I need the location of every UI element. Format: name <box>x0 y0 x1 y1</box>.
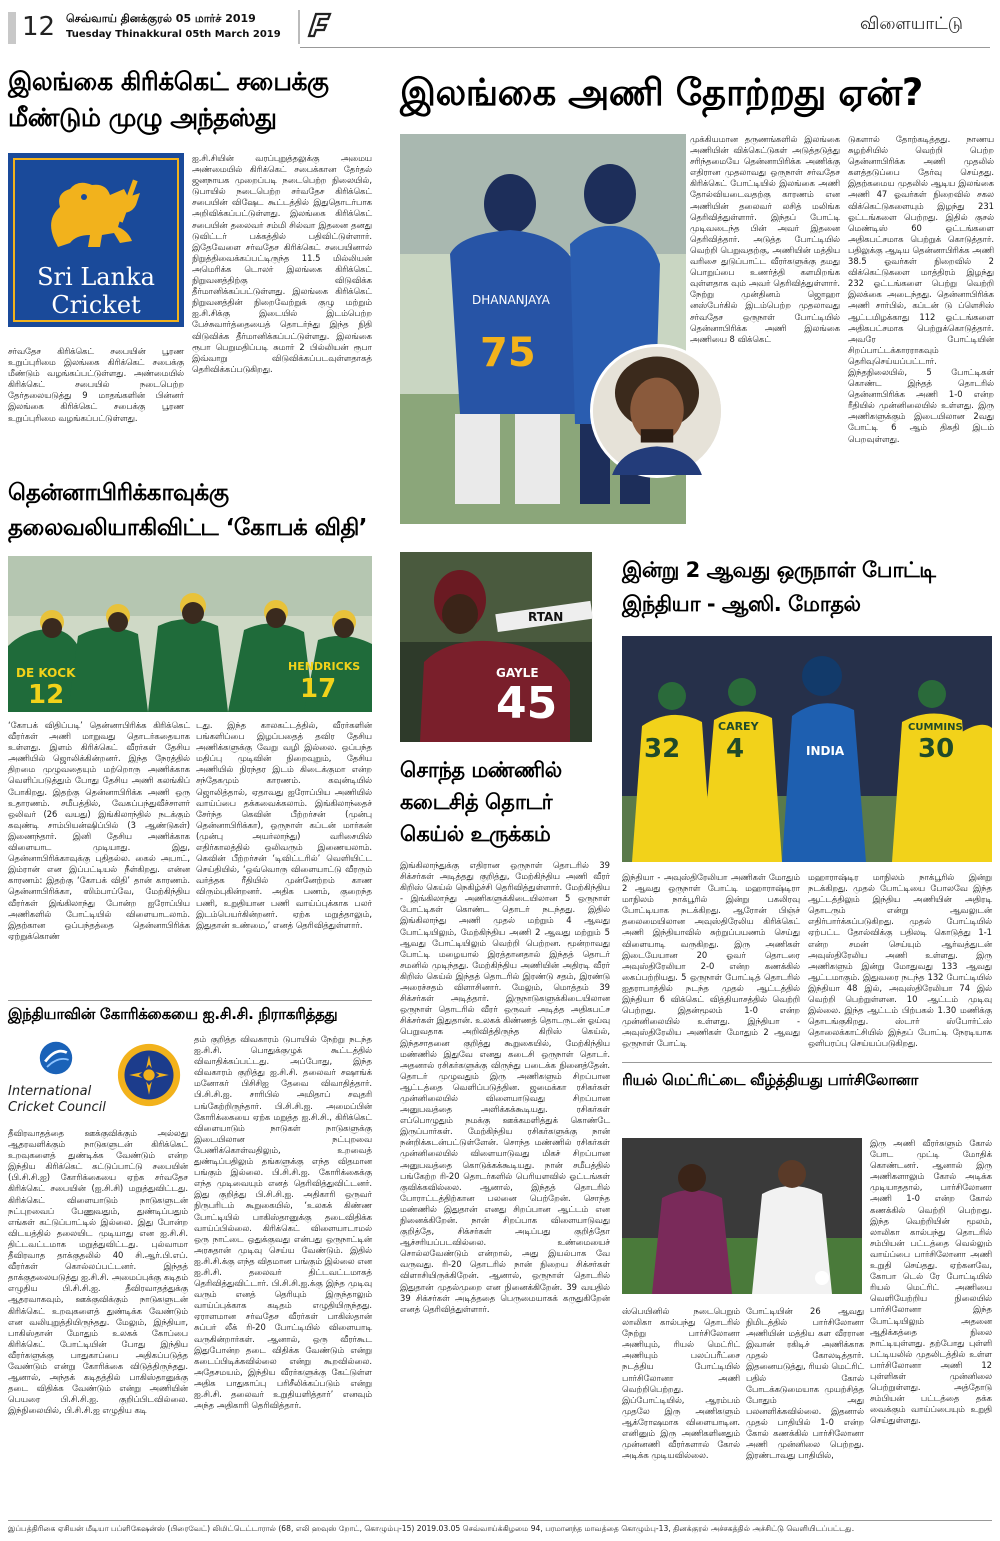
header-gray-bar <box>8 12 16 44</box>
story6-top-rule <box>622 1062 992 1063</box>
story4-headline-line2: கடைசித் தொடர் <box>400 790 553 814</box>
gayle-jersey-name: GAYLE <box>496 666 539 680</box>
gayle-bat-text: RTAN <box>528 610 564 624</box>
story2-col1: ‘கோபக் விதிப்படி’ தென்னாபிரிக்க கிரிக்கெட் வீரர்கள் அணி மாறுவது தொடர்கதையாக உள்ளது. இளம் கிரிக்கெட் வீரர்கள் தேசிய அணியில் ஜொலிக்கின்றனர். இந்த நேரத்தில் திறமை முழுவதையும் மற்றொரு அணிக்காக வெளிப்படுத்தும் போது தேசிய அணி கலங்கிப் போகிறது. இதற்கு தென்னாபிரிக்க அணி ஒரு உதாரணம். சமீபத்தில், வேகப்பந்துவீச்சாளர் ஒலிவர் (26 வயது) இங்கிலாந்தில் நடக்கும் கவுண்டி சாம்பியன்ஷிப்பில் (3 ஆண்டுகள்) இணைந்தார். இனி தேசிய அணிக்காக விளையாட முடியாது. இது, தென்னாபிரிக்காவுக்கு புதிதல்ல. கைல் அபாட், இம்ரான் என இப்பட்டியல் நீள்கிறது. என்ன காரணம்: இதற்கு ‘கோபக் விதி’ தான் காரணம். தென்னாபிரிக்கா, ஸிம்பாப்வே, மேற்கிந்திய வீரர்கள் இங்கிலாந்து போன்ற ஐரோப்பிய அணிகளில் போட்டியில் விளையாடலாம். இதற்கான ஒப்பந்தத்தை தென்னாபிரிக்க ஏற்றுக்கொண் <box>8 720 190 941</box>
logo-text-line2: Cricket <box>51 291 141 319</box>
icc-logo <box>8 1040 108 1120</box>
barca-real-photo <box>622 1138 862 1294</box>
jersey-name-dekock: DE KOCK <box>16 666 76 680</box>
story6-headline: ரியல் மெட்ரிட்டை வீழ்த்தியது பார்சிலோனா <box>622 1071 918 1089</box>
jersey-name-cummins: CUMMINS <box>908 722 963 733</box>
story3-col2: தம் குறித்த விவகாரம் டுபாயில் நேற்று நடந்த ஐ.சி.சி. பொதுக்குழுக் கூட்டத்தில் விவாதிக்கப்பட்டது. அப்போது, இந்த விவகாரம் குறித்து ஐ.சி.சி. தலைவர் சஷாங்க் மனோகர் பிசிசிஐ தேவை விவாதித்தார். பி.சி.சி.ஐ. சாரிபில் அமிதாப் சவுதரி பங்கேற்றிருந்தார். பி.சி.சி.ஐ. அமைப்பின் கோரிக்கையை ஏற்க மறுத்த ஐ.சி.சி., கிரிக்கெட் விளையாடும் நாடுகள் நாடுகளுக்கு இடையிலான நட்புறவை பேணிக்கொள்வதிலும், உறவைத் துண்டிப்பதிலும் தங்களுக்கு எந்த விதமான பங்கும் இல்லை. பி.சி.சி.ஐ. கோரிக்கைக்கு எந்த முடிவையும் எனத் தெரிவித்துவிட்டனர். இது குறித்து பி.சி.சி.ஐ. அதிகாரி ஒருவர் நிருபரிடம் கூறுகையில், ‘உலகக் கிண்ண போட்டியில் பாகிஸ்தானுக்கு தடைவிதிக்க வாய்ப்பில்லை. கிரிக்கெட் விளையாடாமல் ஒரு நாட்டை ஒதுக்குவது என்பது ஒருநாட்டின் அரசுதான் முடிவு செய்ய வேண்டும். இதில் ஐ.சி.சி.க்கு எந்த விதமான பங்கும் இல்லை என ஐ.சி.சி. தலைவர் திட்டவட்டமாகத் தெரிவித்துவிட்டார். பி.சி.சி.ஐ.க்கு இந்த முடிவு வரும் எனத் தெரியும் இருந்தாலும் வாய்ப்புக்காக கடிதம் எழுதியிருந்தது. ஏராளமான சர்வதேச வீரர்கள் பாகிஸ்தான் சுப்பர் லீக் ரி-20 போட்டியில் விளையாடி வருகின்றார்கள். ஆனால், ஒரு வீரர்கூட இதுபோன்ற தடை விதிக்க வேண்டும் என்று கடைப்பிடிக்கவில்லை என்று கூறவில்லை. அதேசமயம், இந்திய வீரர்களுக்கு கேட்டுள்ள அதிக பாதுகாப்பு பரிசீலிக்கப்படும் என்று ஐ.சி.சி. தலைவர் உறுதியளித்தார்’ எனவும் அந்த அதிகாரி தெரிவித்தார். <box>194 1034 372 1411</box>
malinga-portrait <box>590 344 724 478</box>
story2-col2: டது. இந்த காலகட்டத்தில், வீரர்களின் பங்களிப்பை இழப்பதைத் தவிர தேசிய அணிக்களுக்கு வேறு வழி இல்லை. ஒப்பந்த மதிப்பு முடிவின் நிறைவுறும், தேசிய அணியில் நிரந்தர இடம் கிடைக்குமா என்ற சந்தேகமும் காரணம். கவுன்டியில் ஜொலித்தால், ஏதாவது ஐரோப்பிய அணியில் வாய்ப்பை தக்கவைக்கலாம். இங்கிலாந்தைச் சேர்ந்த கெவின் பீற்றர்சன் (முன்பு தென்னாபிரிக்கா), ஒருநாள் கப்டன் மார்கன் (முன்பு அயர்லாந்து) வரிசையில் எதிர்காலத்தில் ஒலிவரும் இணையலாம். கெவின் பீற்றர்சன் ‘டிவிட்டரில்’ வெளியிட்ட செய்தியில், ‘ஒவ்வொரு விளையாட்டு வீரரும் வர்த்தக ரீதியில் முன்னேற்றம் காண விரும்புகின்றனர். அதிக பணம், குறைந்த பணி, உறுதியான பணி வாய்ப்புக்காக பலர் இடம்பெயர்கின்றனர். ஏற்க மறுத்தாலும், இதுதான் உண்மை,’ எனத் தெரிவித்துள்ளார். <box>196 720 372 930</box>
jersey-number-4: 4 <box>726 734 745 764</box>
story5-headline-line1: இன்று 2 ஆவது ஒருநாள் போட்டி <box>622 558 936 582</box>
footer-rule <box>8 1520 992 1521</box>
icc-text-line2: Cricket Council <box>8 1100 106 1115</box>
main-col2: டுகளால் தோற்கடித்தது. நாணய சுழற்சியில் வெற்றி பெற்ற தென்னாபிரிக்க அணி முதலில் களத்தடுப்பை தேர்வு செய்தது. இதற்கமைய முதலில் ஆடிய இலங்கை அணி 47 ஓவர்கள் நிறைவில் சகல விக்கெட்டுகளையும் இழந்து 231 ஓட்டங்களை பெற்றது. இதில் குசல் மெண்டிஸ் 60 ஓட்டங்களை அதிகபட்சமாக பெற்றுக் கொடுத்தார். பதிலுக்கு ஆடிய தென்னாபிரிக்க அணி 38.5 ஓவர்கள் நிறைவில் 2 விக்கெட்டுகளை மாத்திரம் இழந்து 232 ஓட்டங்களை பெற்று வெற்றி இலக்கை அடைந்தது. தென்னாபிரிக்க அணி சார்பில், கப்டன் டு ப்ளெசிஸ் ஆட்டமிழக்காது 112 ஓட்டங்களை அதிகபட்சமாக பெற்றுக்கொடுத்தார். அவரே போட்டியின் சிறப்பாட்டக்காரராகவும் தெரிவுசெய்யப்பட்டார். இந்தநிலையில், 5 போட்டிகள் கொண்ட இந்தத் தொடரில் தென்னாபிரிக்க அணி 1-0 என்ற ரீதியில் முன்னிலையில் உள்ளது. இரு அணிகளுக்கும் இடையிலான 2வது போட்டி 6 ஆம் திகதி இடம் பெறவுள்ளது. <box>848 134 994 444</box>
icc-text-line1: International <box>8 1084 92 1099</box>
thinakkural-logo-icon <box>306 10 332 40</box>
story5-headline-line2: இந்தியா - ஆஸி. மோதல் <box>622 592 861 616</box>
jersey-name-hendricks: HENDRICKS <box>288 660 361 673</box>
story5-col1: இந்தியா - அவுஸ்திரேலியா அணிகள் மோதும் 2 ஆவது ஒருநாள் போட்டி மஹாராஷ்டிரா மாநிலம் நாக்பூரில் இன்று பகலிரவு போட்டியாக நடக்கிறது. ஆரோன் பிஞ்ச் தலைமையிலான அவுஸ்திரேலிய கிரிக்கெட் அணி இந்தியாவில் சுற்றுப்பயணம் செய்து விளையாடி வருகிறது. இரு அணிகள் இடையேயான 20 ஓவர் தொடரை அவுஸ்திரேலியா 2-0 என்ற கணக்கில் கைப்பற்றியது. 5 ஒருநாள் போட்டித் தொடரில் ஐதராபாத்தில் நடந்த முதல் ஆட்டத்தில் இந்தியா 6 விக்கெட் வித்தியாசத்தில் வெற்றி பெற்றது. இதன்மூலம் 1-0 என்ற முன்னிலையில் உள்ளது. இந்தியா - அவுஸ்திரேலிய அணிகள் மோதும் 2 ஆவது ஒருநாள் போட்டி <box>622 872 800 1049</box>
bcci-emblem-icon <box>116 1042 182 1108</box>
ind-aus-photo <box>622 636 992 862</box>
story4-body: இங்கிலாந்துக்கு எதிரான ஒருநாள் தொடரில் 39 சிக்சர்கள் அடித்தது குறித்து, மேற்கிந்திய அணி வீரர் கிறிஸ் கெய்ல் நெகிழ்ச்சி தெரிவித்துள்ளார். மேற்கிந்திய - இங்கிலாந்து அணிகளுக்கிடையிலான 5 ஒருநாள் போட்டிகள் கொண்ட தொடர் நடந்தது. இதில் இங்கிலாந்து அணி முதல் மற்றும் 4 ஆவது போட்டியிலும், மேற்கிந்திய அணி 2 ஆவது மற்றும் 5 ஆவது போட்டியிலும் வெற்றி பெற்றன. மூன்றாவது போட்டி மழையால் இரத்தானதால் இந்தத் தொடர் சமனில் முடிந்தது. மேற்கிந்திய அணியின் அதிரடி வீரர் கிறிஸ் கெய்ல் இந்தத் தொடரில் இரண்டு சதம், இரண்டு அரைச்சதம் விளாசினார். மேலும், மொத்தம் 39 சிக்சர்கள் அடித்தார். இருநாடுகளுக்கிடையிலான ஒருநாள் தொடரில் வீரர் ஒருவர் அடித்த அதிகபட்ச சிக்சர்கள் இதுதான். உலகக் கிண்ணத் தொடருடன் ஓய்வு பெறுவதாக அறிவித்திருந்த கிறிஸ் கெய்ல், இந்தசாதனை குறித்து கூறுகையில், மேற்கிந்திய மண்ணில் இதுவே எனது கடைசி ஒருநாள் தொடர். அதனால் ரசிகர்களுக்கு விருந்து படைக்க நினைத்தேன். தொடர் முழுவதும் இரு அணிகளும் சிறப்பான ஆட்டத்தை வெளிப்படுத்தின. ஜமைக்கா ரசிகர்கள் முன்னிலையில் விளையாடுவது சிறப்பான அனுபவத்தை அளிக்கக்கூடியது. ரசிகர்கள் எப்பொழுதும் நமக்கு ஊக்கமளித்துக் கொண்டே இருப்பார்கள். மேற்கிந்திய ரசிகர்களுக்கு நான் நன்றிக்கடன்பட்டுள்ளேன். சொந்த மண்ணில் ரசிகர்கள் முன்னிலையில் விளையாடுவது மிகச் சிறப்பான அனுபவத்தை கொடுக்கக்கூடியது. நான் சமீபத்தில் பங்கேற்ற ரி-20 தொடர்களில் பெரியளவில் ஓட்டங்கள் குவிக்கவில்லை. ஆனால், இந்தத் தொடரில் போராட்டத்திற்கான பலனை பெற்றேன். சொந்த மண்ணில் இதுதான் எனது சிறப்பான ஆட்டம் என நினைக்கிறேன். நான் சிறப்பாக விளையாடுவது குறித்தே, சிக்சர்கள் அடிப்பது குறித்தோ ஆச்சரியப்படவில்லை. உண்மையைச் சொல்லவேண்டும் என்றால், அது இயல்பாக வே வருவது. ரி-20 தொடரில் நான் நிறைய சிக்சர்கள் விளாசியிருக்கிறேன். ஆனால், ஒருநாள் தொடரில் இதுதான் முதல்முறை என நினைக்கிறேன். 39 வயதில் 39 சிக்சர்கள் அடித்ததை பெருமையாகக் கருதுகிறேன் எனத் தெரிவித்துள்ளார். <box>400 860 610 1314</box>
story4-headline-line1: சொந்த மண்ணில் <box>400 758 562 782</box>
jersey-number-30: 30 <box>918 734 955 764</box>
story3-top-rule <box>8 1000 372 1001</box>
footer-imprint: இப்பத்திரிகை ஏசியன் மீடியா பப்ளிகேஷன்ஸ் (பிரைவேட்) லிமிட்டெட்டாரால் (68, எலி ஹவுஸ் றோட், கொழும்பு-15) 2019.03.05 செவ்வாய்க்கிழமை 94, பரமானந்த மாவத்தை கொழும்பு-13, தினக்குரல் அச்சகத்தில் அச்சிட்டு வெளியிடப்பட்டது. <box>8 1524 855 1533</box>
story1-col1: சர்வதேச கிரிக்கெட் சபையின் பூரண உறுப்புரிமை இலங்கை கிரிக்கெட் சபைக்கு மீண்டும் வழங்கப்பட்டுள்ளது. அண்மையில் கிரிக்கெட் சபையில் நடைபெற்ற தேர்தலையடுத்து 9 மாதங்களின் பின்னர் இலங்கை கிரிக்கெட் சபைக்கு பூரண உறுப்புரிமை வழங்கப்பட்டுள்ளது. <box>8 346 184 423</box>
main-headline: இலங்கை அணி தோற்றது ஏன்? <box>400 71 923 114</box>
header-separator <box>298 10 300 44</box>
sri-lanka-cricket-logo <box>8 153 184 327</box>
page-header <box>0 0 1000 50</box>
jersey-name-carey: CAREY <box>718 720 759 733</box>
section-label: விளையாட்டு <box>860 14 963 34</box>
story4-headline-line3: கெய்ல் உருக்கம் <box>400 822 551 846</box>
gayle-photo <box>400 552 592 742</box>
main-col1-wrap <box>738 344 840 514</box>
sa-team-photo <box>8 556 372 712</box>
header-rule <box>300 47 990 48</box>
story1-headline-line1: இலங்கை கிரிக்கெட் சபைக்கு <box>8 67 329 96</box>
jersey-number-17: 17 <box>300 674 337 704</box>
header-date-tamil: செவ்வாய் தினக்குரல் 05 மார்ச் 2019 <box>66 12 256 25</box>
story5-col2: மஹாராஷ்டிர மாநிலம் நாக்பூரில் இன்று நடக்கிறது. முதல் போட்டியை போலவே இந்த ஆட்டத்திலும் இந்திய அணியின் அதிரடி தொடரும் என்று ஆவலுடன் எதிர்பார்க்கப்படுகிறது. முதல் போட்டியில் ஏற்பட்ட தோல்விக்கு பதிலடி கொடுத்து 1-1 என்ற சமன் செய்யும் ஆர்வத்துடன் அவுஸ்திரேலிய அணி உள்ளது. இரு அணிகளும் இன்று மோதுவது 133 ஆவது ஆட்டமாகும். இதுவரை நடந்த 132 போட்டியில் இந்தியா 48 இல், அவுஸ்திரேலியா 74 இல் வெற்றி பெற்றுள்ளன. 10 ஆட்டம் முடிவு இல்லை. இந்த ஆட்டம் பிற்பகல் 1.30 மணிக்கு தொடங்குகிறது. ஸ்டார் ஸ்போர்ட்ஸ் தொலைக்காட்சியில் இந்தப் போட்டி நேரடியாக ஒளிபரப்பு செய்யப்படுகிறது. <box>808 872 992 1049</box>
lion-icon <box>36 169 156 259</box>
story1-col2: ஐ.சி.சியின் வரப்புறுத்தலுக்கு அமைய அண்மையில் கிரிக்கெட் சபைக்கான தேர்தல் ஜனநாயக முறைப்படி நடைபெற்ற நிலையில், டுபாயில் நடைபெற்ற சர்வதேச கிரிக்கெட் சபையின் விஷேட கூட்டத்தில் இதுதொடர்பாக அறிவிக்கப்பட்டுள்ளது. இலங்கை கிரிக்கெட் சபையின் தலைவர் சம்மி சில்வா இதனை தனது டுவிட்டர் பக்கத்தில் பதிவிட்டுள்ளார். இதேவேளை சர்வதேச கிரிக்கெட் சபையினால் நிறுத்திவைக்கப்பட்டிருந்த 11.5 மில்லியன் அமெரிக்க டொலர் இலங்கை கிரிக்கெட் நிறுவனத்திற்கு விடுவிக்க தீர்மானிக்கப்பட்டுள்ளது. இலங்கை கிரிக்கெட் நிறுவனத்தின் நிறைவேற்றுக் குழு மற்றும் ஐ.சி.சிக்கு இடையில் இடம்பெற்ற பேச்சுவார்த்தையைத் தொடர்ந்து இந்த நிதி விடுவிக்க தீர்மானிக்கப்பட்டுள்ளது. இலங்கை ரூபா பெறுமதிப்படி சுமார் 2 பில்லியன் ரூபா இவ்வாறு விடுவிக்கப்படவுள்ளதாகத் தெரிவிக்கப்படுகிறது. <box>192 153 372 374</box>
gayle-jersey-number: 45 <box>496 678 558 729</box>
story3-col1: தீவிரவாதத்தை ஊக்குவிக்கும் அல்லது ஆதரவளிக்கும் நாடுகளுடன் கிரிக்கெட் உறவுகளைத் துண்டிக்க வேண்டும் என்ற இந்திய கிரிக்கெட் கட்டுப்பாட்டு சபையின் (பி.சி.சி.ஐ) கோரிக்கையை ஏற்க சர்வதேச கிரிக்கெட் சபையின் (ஐ.சி.சி) மறுத்துவிட்டது. கிரிக்கெட் விளையாடும் நாடுகளுடன் நட்புறவைப் பேணுவதும், துண்டிப்பதும் எங்கள் கட்டுப்பாட்டில் இல்லை. இது போன்ற விடயத்தில் தலையிட முடியாது என ஐ.சி.சி. திட்டவட்டமாக மறுத்துவிட்டது. புல்வாமா தீவிரவாத தாக்குதலில் 40 சி.ஆர்.பி.எப். வீரர்கள் கொல்லப்பட்டனர். இந்தத் தாக்குதலையடுத்து ஐ.சி.சி. அமைப்புக்கு கடிதம் எழுதிய பி.சி.சி.ஐ. தீவிரவாதத்துக்கு ஆதரவாகவும், ஊக்குவிக்கும் நாடுகளுடன் கிரிக்கெட் உறவுகளைத் துண்டிக்க வேண்டும் என வலியுறுத்தியிருந்தது. மேலும், இந்தியா, பாகிஸ்தான் மோதும் உலகக் கோப்பை கிரிக்கெட் போட்டியின் போது இந்திய வீரர்களுக்கு பாதுகாப்பை அதிகப்படுத்த வேண்டும் என்று கோரிக்கை விடுத்திருந்தது. ஆனால், அந்தக் கடிதத்தில் பாகிஸ்தானுக்கு தடை விதிக்க வேண்டும் என்று அணியின் பெயரை பி.சி.சி.ஐ. குறிப்பிடவில்லை. இந்நிலையில், பி.சி.சி.ஐ எழுதிய கடி <box>8 1128 188 1416</box>
icc-globe-icon <box>38 1040 74 1076</box>
svg-text:75: 75 <box>480 330 536 376</box>
svg-text:DHANANJAYA: DHANANJAYA <box>472 293 550 307</box>
story6-side: இரு அணி வீரர்களும் கோல் போட முட்டி மோதிக் கொண்டனர். ஆனால் இரு அணிகளாலும் கோல் அடிக்க முடியாததால், பார்சிலோனா அணி 1-0 என்ற கோல் கணக்கில் வெற்றி பெற்றது. இந்த வெற்றியின் மூலம், லாலிகா கால்பந்து தொடரில் சம்பியன் பட்டத்தை வெல்லும் வாய்ப்பை பார்சிலோனா அணி உறுதி செய்தது. ஏற்கனவே, கோபா டெல் ரே போட்டியில் ரியல் மெட்ரிட் அணியை வெளியேற்றிய நிலையில் பார்சிலோனா இந்த போட்டியிலும் அதனை ஆதிக்கத்தை நிலை நாட்டியுள்ளது. தற்போது புள்ளி பட்டியலில் முதலிடத்தில் உள்ள பார்சிலோனா அணி 12 புள்ளிகள் முன்னிலை பெற்றுள்ளது. அத்தோடு சம்பியன் பட்டத்தை தக்க வைக்கும் வாய்ப்பையும் உறுதி செய்துள்ளது. <box>870 1138 992 1426</box>
story6-col2: போட்டியின் 26 ஆவது நிமிடத்தில் பார்சிலோனா அணியின் மத்திய கள வீரரான இவான் ரகிடிச் அணிக்காக முதல் கோலடித்தார். இதனையடுத்து, ரியல் மெட்ரிட் பதில் கோல் போடக்கடுமையாக முயற்சித்த போதும் அது பலனளிக்கவில்லை. இதனால் முதல் பாதியில் 1-0 என்ற கோல் கணக்கில் பார்சிலோனா அணி முன்னிலை பெற்றது. இரண்டாவது பாதியில், <box>746 1306 864 1461</box>
story1-headline-line2: மீண்டும் முழு அந்தஸ்து <box>8 103 277 132</box>
main-col1: முக்கியமான தருணங்களில் இலங்கை அணியின் விக்கெட்டுகள் அடுத்தடுத்து சரிந்தமையே தென்னாபிரிக்க அணிக்கு எதிரான முதலாவது ஒருநாள் சர்வதேச கிரிக்கெட் போட்டியில் இலங்கை அணி தோல்வியடைவதற்கு காரணம் என அணியின் தலைவர் லசித் மலிங்க தெரிவித்துள்ளார். இந்தப் போட்டி முடிவடைந்த பின் அவர் இதனை தெரிவித்தார். அடுத்த போட்டியில் வெற்றி பெறுவதற்கு, அணியின் மத்திய வரிசை துடுப்பாட்ட வீரர்களுக்கு தமது பொறுப்பை உணர்த்தி களமிறங்க வுள்ளதாக வும் அவர் தெரிவித்துள்ளார். நேற்று முன்தினம் ஜொஹா னஸ்பேர்கில் இடம்பெற்ற முதலாவது சர்வதேச ஒருநாள் போட்டியில் தென்னாபிரிக்க அணி இலங்கை அணியை 8 விக்கெட் <box>690 134 840 344</box>
story2-headline-line1: தென்னாபிரிக்காவுக்கு <box>8 480 229 506</box>
logo-text-line1: Sri Lanka <box>37 263 155 291</box>
jersey-number-12: 12 <box>28 680 65 710</box>
header-date-english: Tuesday Thinakkural 05th March 2019 <box>66 29 281 40</box>
india-chest-text: INDIA <box>806 744 845 758</box>
story3-headline: இந்தியாவின் கோரிக்கையை ஐ.சி.சி. நிராகரித்தது <box>8 1005 338 1023</box>
jersey-number-32: 32 <box>644 734 681 764</box>
story2-headline-line2: தலைவலியாகிவிட்ட ‘கோபக் விதி’ <box>8 515 368 541</box>
page-number: 12 <box>22 12 56 42</box>
story6-col1: ஸ்பெயினில் நடைபெறும் லாலிகா கால்பந்து தொடரில் நேற்று பார்சிலோனா அணியும், ரியல் மெட்ரிட் அணியும் பலப்பரீட்சை நடத்திய போட்டியில் பார்சிலோனா அணி வெற்றிபெற்றது. இப்போட்டியில், ஆரம்பம் முதலே இரு அணிகளும் ஆக்ரோஷமாக விளையாடின. எனினும் இரு அணிகளினதும் முன்னணி வீரர்களால் கோல் அடிக்க முடியவில்லை. <box>622 1306 740 1461</box>
